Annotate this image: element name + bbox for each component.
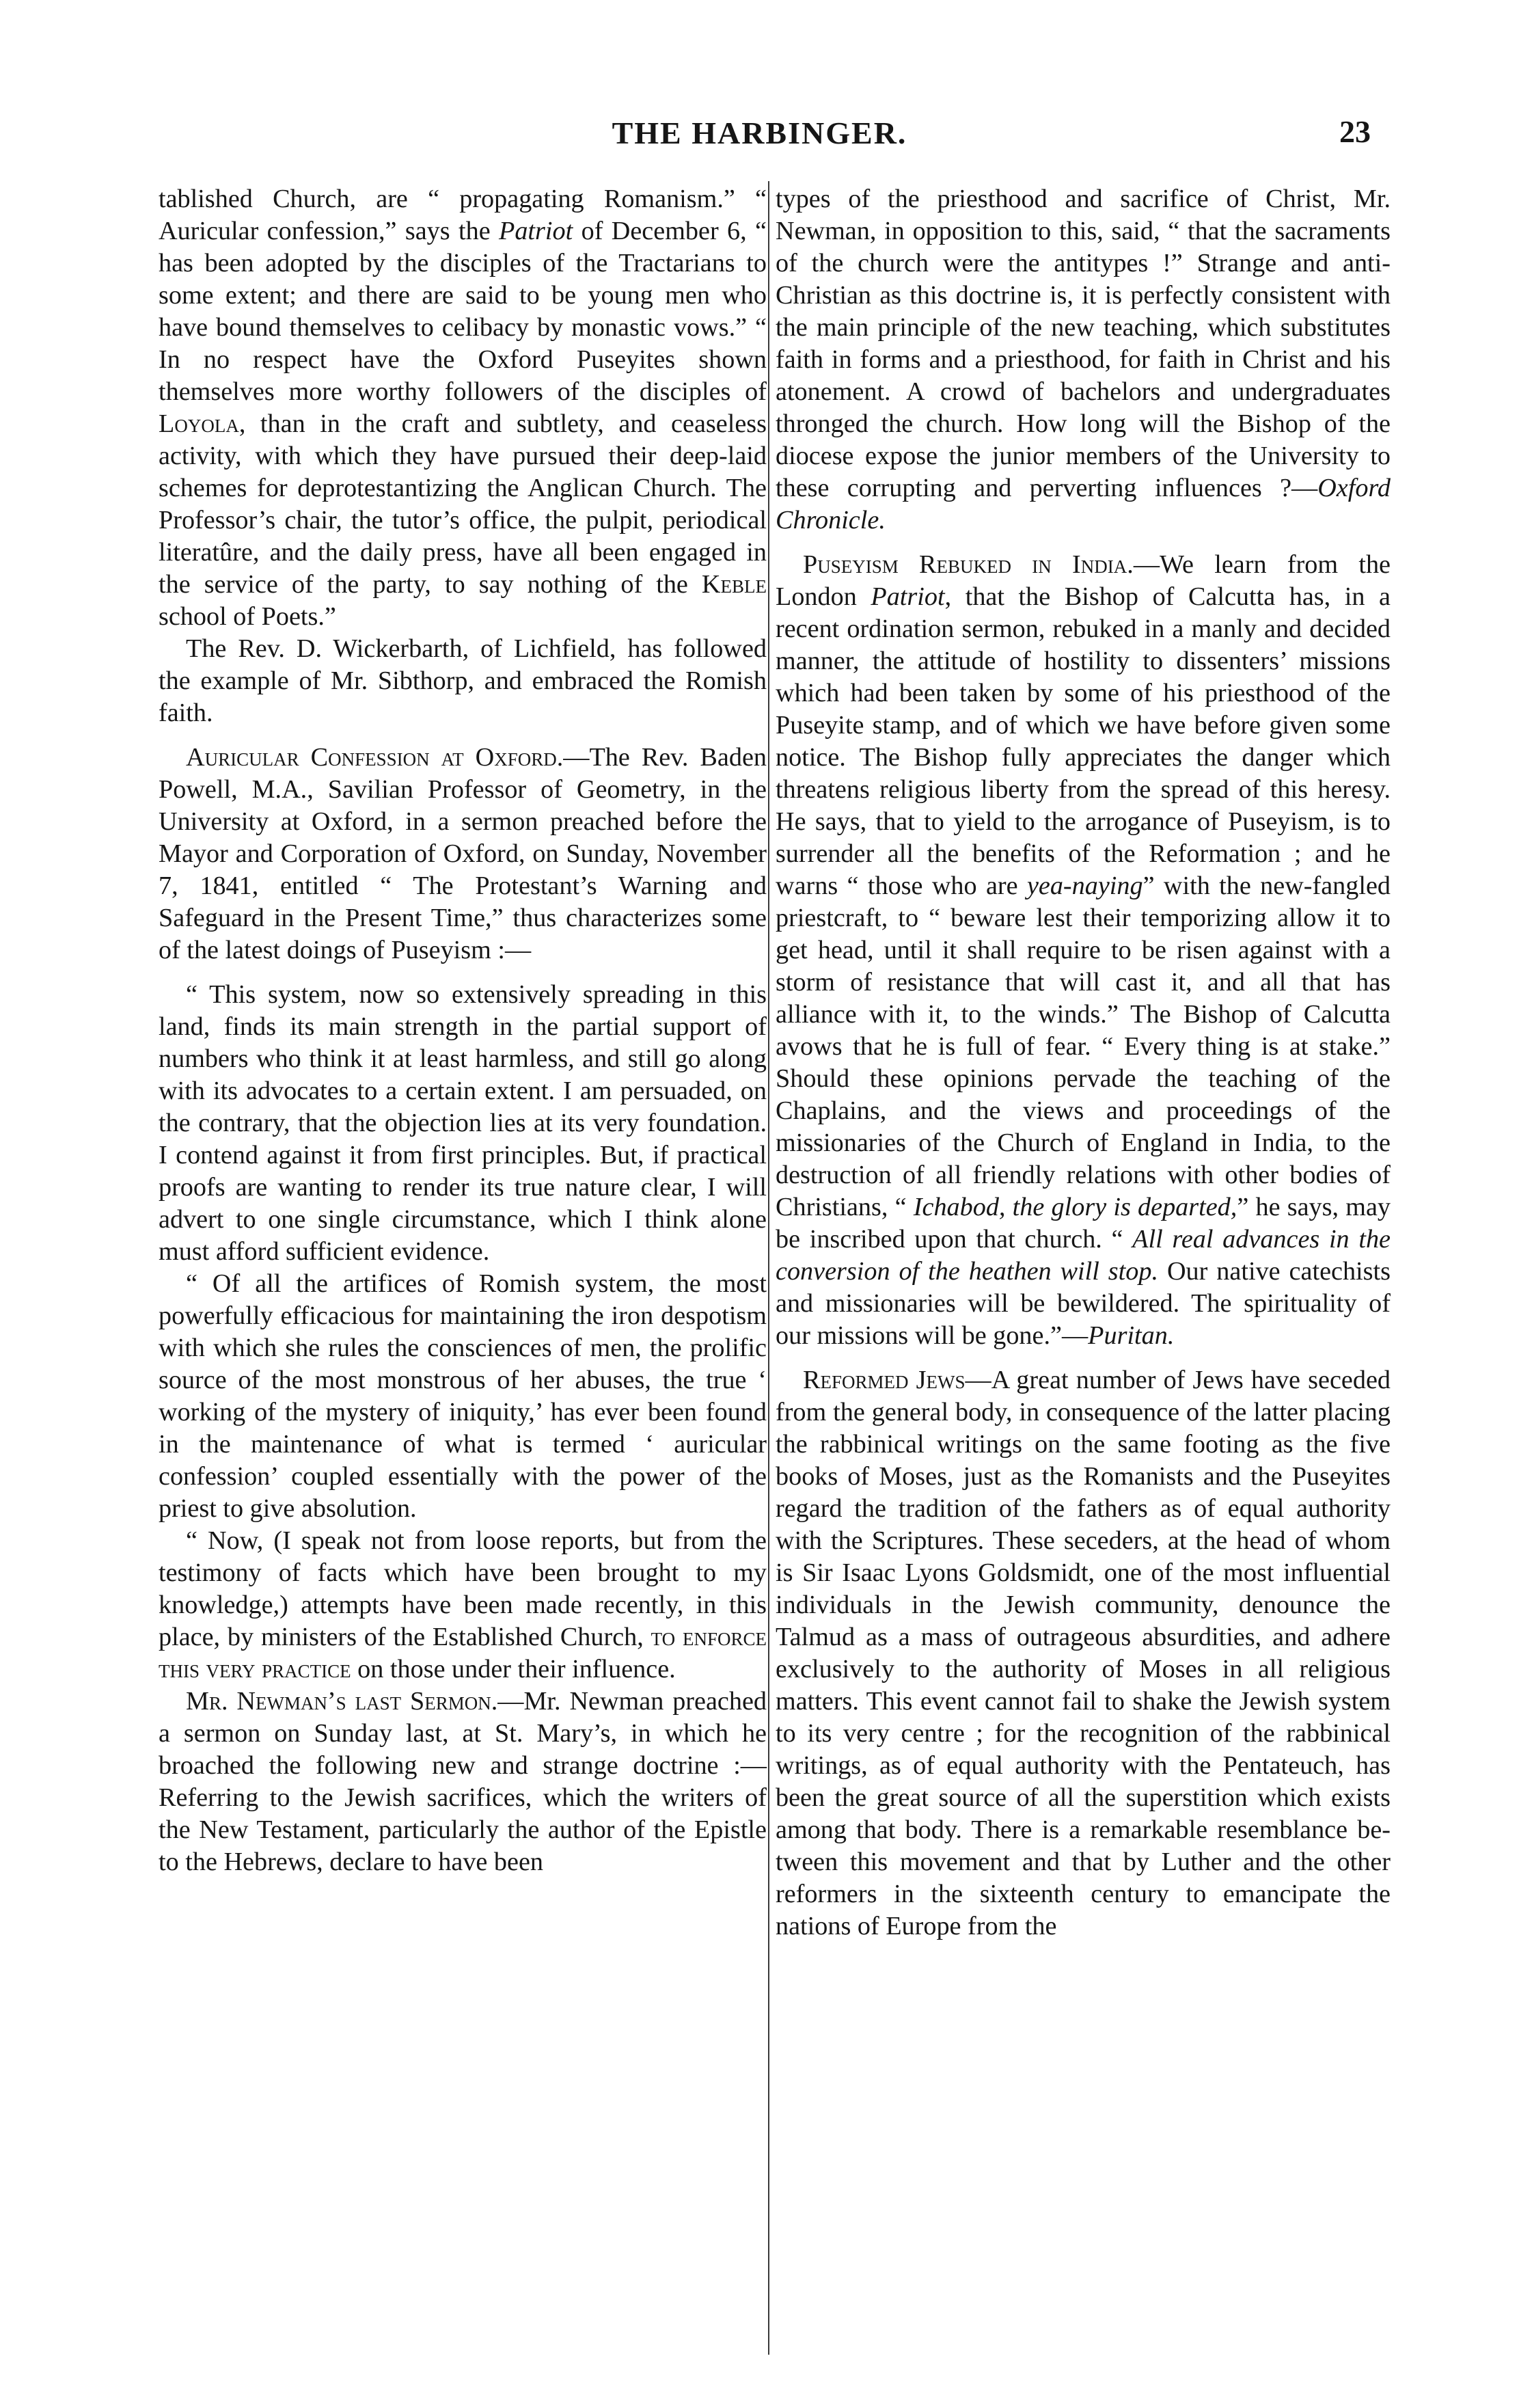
left-paragraph-4: “ This system, now so extensively spreading in this land, finds its main strength in the partial support of numbers who think it at least harmless, and still go along with its advocates to a certain extent. I am persuaded, on the contrary, that the objection lies at its very foundation. I contend against it from first principles. But, if practical proofs are wanting to render its true nature clear, I will advert to one single circumstance, which I think alone must afford sufficient evidence. <box>159 980 767 1266</box>
right-paragraph-1: types of the priesthood and sacrifice of Christ, Mr. Newman, in opposition to this, said, “ that the sacraments of the church were the antitypes !” Strange and anti-Christian as this doctrine is, it is perfectly consistent with the main principle of the new teaching, which substitutes faith in forms and a priesthood, for faith in Christ and his atonement. A crowd of bachelors and undergraduates thronged the church. How long will the Bishop of the diocese expose the junior members of the University to these corrupting and perverting influences ?—Oxford Chronicle. <box>776 185 1391 535</box>
right-column <box>776 183 1391 2357</box>
section-heading: Mr. Newman’s last Sermon. <box>186 1687 498 1716</box>
left-paragraph-2: The Rev. D. Wickerbarth, of Lichfield, has followed the example of Mr. Sibthorp, and embraced the Romish faith. <box>159 634 767 727</box>
left-paragraph-5: “ Of all the artifices of Romish system, the most powerfully efficacious for maintaining the iron despotism with which she rules the consciences of men, the prolific source of the most monstrous of her abuses, the true ‘ working of the mystery of iniquity,’ has ever been found in the maintenance of what is termed ‘ auricular confession’ coupled essentially with the power of the priest to give absolution. <box>159 1269 767 1523</box>
left-paragraph-6: “ Now, (I speak not from loose reports, but from the testimony of facts which have been brought to my knowledge,) attempts have been made recently, in this place, by ministers of the Established Church, to enforce this very practice on those under their influence. <box>159 1526 767 1683</box>
right-paragraph-3: Reformed Jews—A great number of Jews have seceded from the general body, in consequence of the latter placing the rabbinical writings on the same footing as the five books of Moses, just as the Romanists and the Puseyites regard the tradition of the fathers as of equal authority with the Scriptures. These seceders, at the head of whom is Sir Isaac Lyons Goldsmidt, one of the most influential individuals in the Jewish community, denounce the Talmud as a mass of outrageous absurdities, and adhere exclusively to the authority of Moses in all religious matters. This event cannot fail to shake the Jewish system to its very centre ; for the recognition of the rabbinical writings, as of equal authority with the Pentateuch, has been the great source of all the superstition which exists among that body. There is a remarkable resemblance between this movement and that by Luther and the other reformers in the sixteenth century to emancipate the nations of Europe from the <box>776 1366 1391 1940</box>
left-column <box>159 183 767 2357</box>
section-heading: Reformed Jews <box>803 1366 966 1394</box>
section-heading: Puseyism Rebuked in India. <box>803 550 1134 579</box>
page-number: 23 <box>1339 114 1371 149</box>
left-paragraph-3: Auricular Confession at Oxford.—The Rev. Baden Powell, M.A., Savilian Professor of Geometry, in the University at Oxford, in a sermon preached before the Mayor and Corporation of Oxford, on Sunday, November 7, 1841, entitled “ The Protestant’s Warning and Safeguard in the Present Time,” thus characterizes some of the latest doings of Puseyism :— <box>159 743 767 964</box>
left-paragraph-1: tablished Church, are “ propagating Romanism.” “ Auricular confession,” says the Patriot of December 6, “ has been adopted by the disciples of the Tractarians to some extent; and there are said to be young men who have bound themselves to celibacy by monastic vows.” “ In no respect have the Oxford Puseyites shown themselves more worthy followers of the disciples of Loyola, than in the craft and subtlety, and ceaseless activity, with which they have pursued their deep-laid schemes for deprotestantizing the Anglican Church. The Professor’s chair, the tutor’s office, the pulpit, periodical literatûre, and the daily press, have all been engaged in the service of the party, to say nothing of the Keble school of Poets.” <box>159 185 767 631</box>
right-paragraph-2: Puseyism Rebuked in India.—We learn from the London Patriot, that the Bishop of Calcutta has, in a recent ordination sermon, rebuked in a manly and decided manner, the attitude of hostility to dissenters’ missions which had been taken by some of his priesthood of the Puseyite stamp, and of which we have before given some notice. The Bishop fully appreciates the danger which threatens religious liberty from the spread of this heresy. He says, that to yield to the arrogance of Puseyism, is to surrender all the benefits of the Reformation ; and he warns “ those who are yea-naying” with the new-fangled priestcraft, to “ beware lest their temporizing allow it to get head, until it shall require to be risen against with a storm of resistance that will cast it, and all that has alliance with it, to the winds.” The Bishop of Calcutta avows that he is full of fear. “ Every thing is at stake.” Should these opinions pervade the teaching of the Chaplains, and the views and proceedings of the missionaries of the Church of England in India, to the destruction of all friendly relations with other bodies of Christians, “ Ichabod, the glory is departed,” he says, may be inscribed upon that church. “ All real advances in the conversion of the heathen will stop. Our native catechists and missionaries will be bewildered. The spirituality of our missions will be gone.”—Puritan. <box>776 550 1391 1350</box>
section-heading: Auricular Confession at Oxford. <box>186 743 564 772</box>
column-rule <box>768 181 769 2355</box>
running-title: THE HARBINGER. <box>612 116 907 150</box>
left-paragraph-7: Mr. Newman’s last Sermon.—Mr. Newman preached a sermon on Sunday last, at St. Mary’s, in which he broached the following new and strange doctrine :—Referring to the Jewish sacrifices, which the writers of the New Testament, particularly the author of the Epistle to the Hebrews, declare to have been <box>159 1687 767 1876</box>
